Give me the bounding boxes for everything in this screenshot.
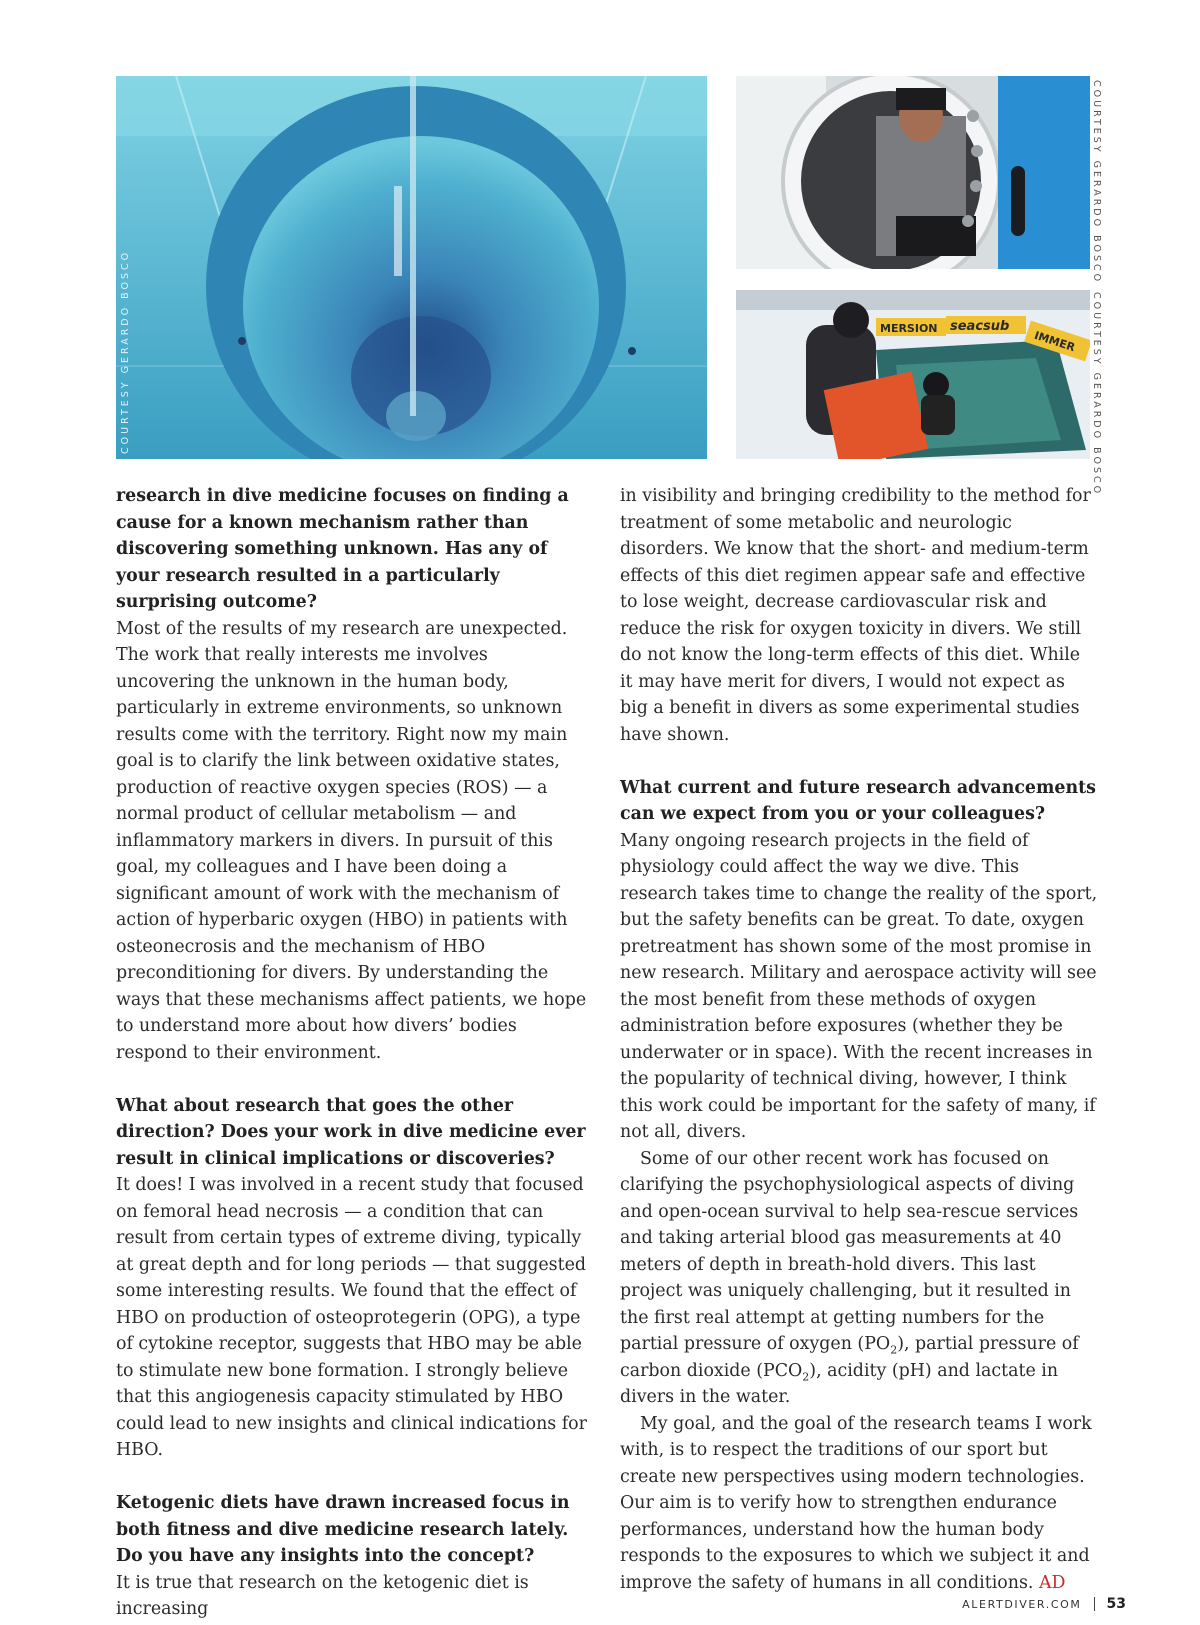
ice-dive-image [736,290,1090,459]
hyperbaric-chamber-image [736,76,1090,269]
photo-credit-main: COURTESY GERARDO BOSCO [120,249,131,454]
question-future-research: What current and future research advancements can we expect from you or your colleagues? [620,777,1096,824]
p3-text: My goal, and the goal of the research teams I work with, is to respect the traditions of our sport but create new perspectives using modern technologies. Our aim is to verify how to strengthen endurance performances, understand how the human body responds to the exposures to which we subject it and improve the safety of humans in all conditions. [620,1413,1092,1593]
answer-future-research-p1: Many ongoing research projects in the field of physiology could affect the way we dive. This research takes time to change the reality of the sport, but the safety benefits can be great. To date, oxygen pretreatment has shown some of the most promise in new research. Military and aerospace activity will see the most benefit from these methods of oxygen administration before exposures (whether they be underwater or in space). With the recent increases in the popularity of technical diving, however, I think this work could be important for the safety of many, if not all, divers. [620,830,1098,1142]
answer-ketogenic-continued: in visibility and bringing credibility to the method for treatment of some metabolic and neurologic disorders. We know that the short- and medium-term effects of this diet regimen appear safe and effective to lose weight, decrease cardiovascular risk and reduce the risk for oxygen toxicity in divers. We still do not know the long-term effects of this diet. While it may have merit for divers, I would not expect as big a benefit in divers as some experimental studies have shown. [620,486,1091,745]
photo-ice-dive [736,290,1090,459]
photo-diving-pool [116,76,707,459]
end-mark: AD [1038,1572,1066,1593]
article-column-right [620,483,1098,1596]
banner-text-2: seacsub [950,319,1010,334]
answer-clinical-implications: It does! I was involved in a recent study that focused on femoral head necrosis — a condition that can result from certain types of extreme diving, typically at great depth and for long periods — that suggested some interesting results. We found that the effect of HBO on production of osteoprotegerin (OPG), a type of cytokine receptor, suggests that HBO may be able to stimulate new bone formation. I strongly believe that this angiogenesis capacity stimulated by HBO could lead to new insights and clinical indications for HBO. [116,1175,587,1460]
photo-credit-ice: COURTESY GERARDO BOSCO [1091,292,1102,497]
subscript-po2: 2 [890,1343,898,1357]
question-ketogenic-diets: Ketogenic diets have drawn increased focus in both fitness and dive medicine research lately. Do you have any insights into the concept? [116,1493,570,1566]
photo-credit-chamber: COURTESY GERARDO BOSCO [1091,80,1102,285]
answer-surprising-outcome: Most of the results of my research are unexpected. The work that really interests me involves uncovering the unknown in the human body, particularly in extreme environments, so unknown results come with the territory. Right now my main goal is to clarify the link between oxidative states, production of reactive oxygen species (ROS) — a normal product of cellular metabolism — and inflammatory markers in divers. In pursuit of this goal, my colleagues and I have been doing a significant amount of work with the mechanism of action of hyperbaric oxygen (HBO) in patients with osteonecrosis and the mechanism of HBO preconditioning for divers. By understanding the ways that these mechanisms affect patients, we hope to understand more about how divers’ bodies respond to their environment. [116,618,587,1063]
page-footer [962,1596,1126,1612]
answer-future-research-p2 [620,1146,1098,1411]
article-column-left [116,483,592,1623]
diving-pool-image [116,76,707,459]
question-clinical-implications: What about research that goes the other direction? Does your work in dive medicine ever result in clinical implications or discoveries? [116,1095,586,1169]
subscript-pco2: 2 [802,1369,810,1383]
answer-ketogenic-start: It is true that research on the ketogenic diet is increasing [116,1572,529,1619]
p2-text-a: Some of our other recent work has focused on clarifying the psychophysiological aspects of diving and open-ocean survival to help sea-rescue services and taking arterial blood gas measurements at 40 meters of depth in breath-hold divers. This last project was uniquely challenging, but it resulted in the first real attempt at getting numbers for the partial pressure of oxygen (PO [620,1148,1079,1354]
photo-hyperbaric-chamber [736,76,1090,269]
banner-text-1: MERSION [880,322,938,335]
banner-text-3: IMMER [1032,328,1077,355]
footer-site: ALERTDIVER.COM [962,1597,1082,1611]
answer-future-research-p3 [620,1411,1098,1597]
p2-text-b: ), partial pressure of carbon dioxide (PCO [620,1334,1079,1381]
question-surprising-outcome: research in dive medicine focuses on finding a cause for a known mechanism rather than discovering something unknown. Has any of your research resulted in a particularly surprising outcome? [116,486,569,612]
p2-text-c: ), acidity (pH) and lactate in divers in the water. [620,1360,1059,1407]
footer-divider [1094,1597,1095,1611]
page-number: 53 [1106,1596,1126,1612]
